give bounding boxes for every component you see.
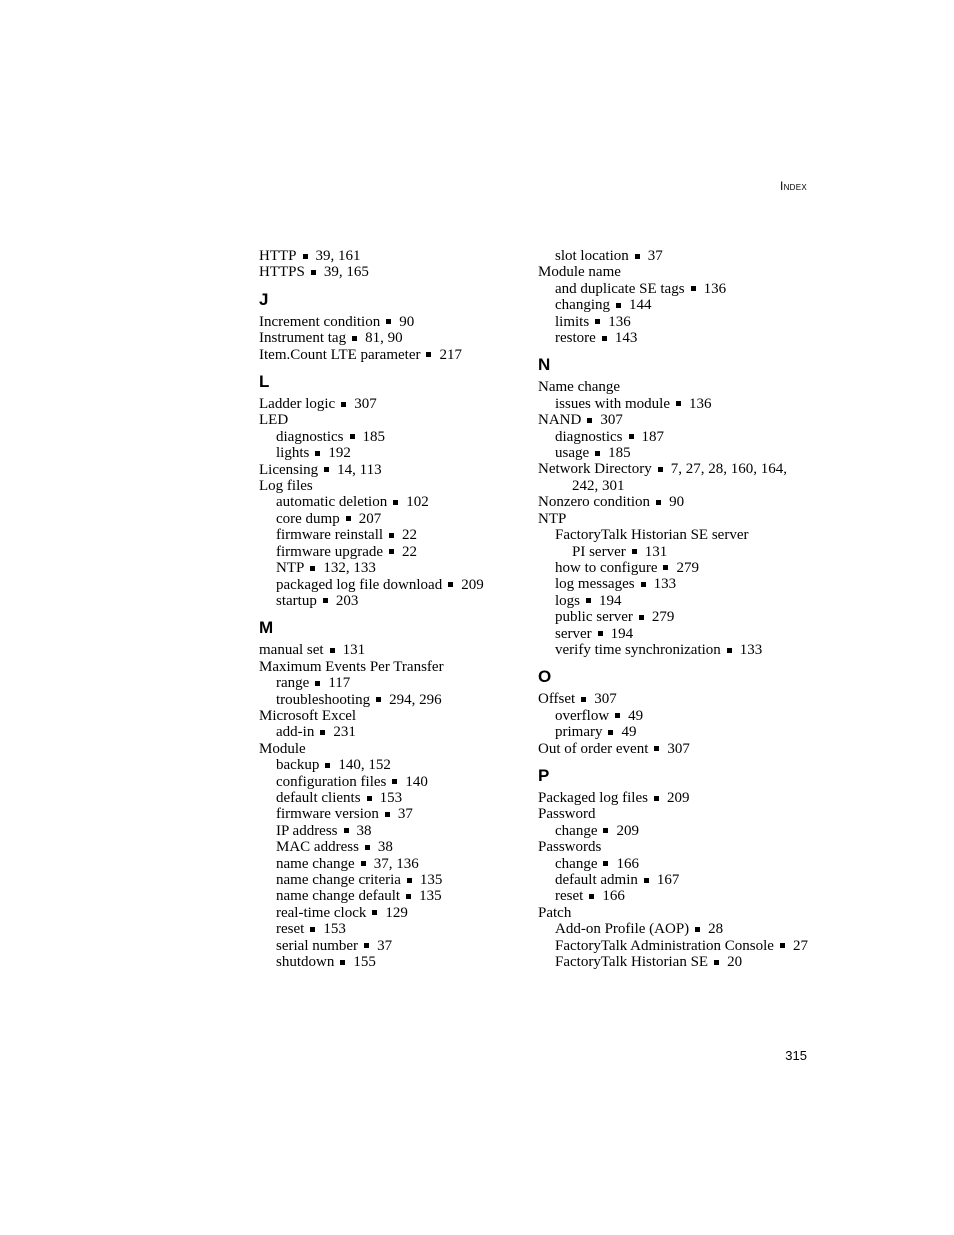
index-term: how to configure bbox=[555, 559, 658, 576]
index-term: name change bbox=[276, 855, 355, 872]
page-number: 315 bbox=[785, 1048, 807, 1063]
index-term: configuration files bbox=[276, 773, 387, 790]
index-page-refs: 38 bbox=[356, 822, 372, 839]
index-term: name change default bbox=[276, 888, 401, 905]
index-entry bbox=[538, 642, 818, 658]
bullet-separator-icon bbox=[310, 566, 315, 571]
index-term: log messages bbox=[555, 576, 635, 593]
bullet-separator-icon bbox=[392, 779, 397, 784]
index-page-refs: 209 bbox=[616, 822, 639, 839]
index-entry bbox=[259, 527, 519, 543]
index-entry bbox=[538, 527, 818, 543]
index-term: Log files bbox=[259, 478, 313, 495]
bullet-separator-icon bbox=[406, 894, 411, 899]
index-letter-heading: M bbox=[259, 618, 274, 638]
index-letter-heading: P bbox=[538, 765, 550, 785]
index-entry bbox=[538, 314, 818, 330]
index-term: manual set bbox=[259, 642, 324, 659]
index-entry bbox=[538, 626, 818, 642]
bullet-separator-icon bbox=[315, 681, 320, 686]
index-page-refs: 49 bbox=[621, 724, 637, 741]
index-entry bbox=[259, 741, 519, 757]
index-term: slot location bbox=[555, 248, 629, 264]
index-page-refs: 133 bbox=[739, 641, 763, 658]
bullet-separator-icon bbox=[448, 582, 453, 587]
index-term: troubleshooting bbox=[276, 691, 371, 708]
index-term: Ladder logic bbox=[259, 396, 336, 413]
bullet-separator-icon bbox=[426, 352, 431, 357]
index-term: FactoryTalk Historian SE bbox=[555, 954, 709, 971]
bullet-separator-icon bbox=[376, 697, 381, 702]
bullet-separator-icon bbox=[629, 434, 634, 439]
index-entry bbox=[259, 872, 519, 888]
bullet-separator-icon bbox=[641, 582, 646, 587]
index-term: packaged log file download bbox=[276, 576, 443, 593]
bullet-separator-icon bbox=[654, 796, 659, 801]
index-letter-heading: L bbox=[259, 372, 270, 392]
bullet-separator-icon bbox=[691, 286, 696, 291]
index-term: verify time synchronization bbox=[555, 641, 721, 658]
index-term: usage bbox=[555, 445, 590, 462]
bullet-separator-icon bbox=[663, 565, 668, 570]
index-page-refs: 135 bbox=[419, 888, 442, 905]
bullet-separator-icon bbox=[714, 960, 719, 965]
index-term: PI server bbox=[572, 543, 626, 560]
index-page-refs: 22 bbox=[402, 527, 418, 544]
index-entry bbox=[259, 806, 519, 822]
index-entry bbox=[259, 462, 519, 478]
index-entry bbox=[259, 396, 519, 412]
index-page-refs: 131 bbox=[644, 543, 668, 560]
bullet-separator-icon bbox=[603, 861, 608, 866]
index-page-refs: 185 bbox=[362, 428, 385, 445]
bullet-separator-icon bbox=[320, 730, 325, 735]
index-entry bbox=[538, 379, 818, 395]
index-term: NTP bbox=[538, 510, 567, 527]
index-entry bbox=[538, 823, 818, 839]
index-term: range bbox=[276, 675, 310, 692]
index-entry bbox=[259, 856, 519, 872]
index-term: firmware version bbox=[276, 806, 379, 823]
index-entry bbox=[259, 445, 519, 461]
index-entry bbox=[538, 708, 818, 724]
bullet-separator-icon bbox=[330, 648, 335, 653]
index-page-refs: 20 bbox=[727, 954, 743, 971]
index-term: Password bbox=[538, 806, 596, 823]
index-page-refs: 39, 165 bbox=[323, 264, 369, 281]
index-page-refs: 38 bbox=[377, 839, 393, 856]
index-entry bbox=[259, 642, 519, 658]
index-page-refs: 209 bbox=[666, 789, 690, 806]
bullet-separator-icon bbox=[656, 500, 661, 505]
index-page-refs: 132, 133 bbox=[323, 560, 376, 577]
index-page-refs: 90 bbox=[399, 313, 415, 330]
index-term: Increment condition bbox=[259, 313, 381, 330]
index-page-refs: 166 bbox=[602, 888, 625, 905]
index-entry bbox=[538, 921, 818, 937]
index-entry bbox=[259, 692, 519, 708]
index-term: diagnostics bbox=[555, 428, 623, 445]
index-page-refs: 192 bbox=[328, 445, 351, 462]
index-term: change bbox=[555, 855, 598, 872]
bullet-separator-icon bbox=[367, 796, 372, 801]
index-term: overflow bbox=[555, 707, 610, 724]
bullet-separator-icon bbox=[632, 549, 637, 554]
index-term: LED bbox=[259, 412, 289, 429]
index-term: NTP bbox=[276, 560, 305, 577]
index-entry bbox=[259, 577, 519, 593]
index-term: Name change bbox=[538, 379, 621, 396]
index-entry bbox=[259, 560, 519, 576]
bullet-separator-icon bbox=[365, 845, 370, 850]
index-term: Add-on Profile (AOP) bbox=[555, 921, 690, 938]
bullet-separator-icon bbox=[581, 697, 586, 702]
index-entry bbox=[538, 576, 818, 592]
index-entry bbox=[538, 724, 818, 740]
index-term: default clients bbox=[276, 789, 361, 806]
index-page-refs: 136 bbox=[703, 280, 727, 297]
index-term: changing bbox=[555, 297, 610, 314]
index-letter-heading: N bbox=[538, 355, 551, 375]
index-entry bbox=[538, 806, 818, 822]
index-entry bbox=[259, 478, 519, 494]
index-page-refs: 307 bbox=[600, 412, 623, 429]
index-page-refs: 135 bbox=[419, 872, 443, 888]
index-entry bbox=[259, 494, 519, 510]
index-page-refs: 102 bbox=[406, 494, 429, 511]
index-term: real-time clock bbox=[276, 904, 367, 921]
index-term: restore bbox=[555, 330, 596, 347]
index-term: HTTP bbox=[259, 248, 297, 264]
index-term: default admin bbox=[555, 872, 638, 888]
bullet-separator-icon bbox=[407, 878, 412, 883]
bullet-separator-icon bbox=[346, 516, 351, 521]
index-term: add-in bbox=[276, 724, 315, 741]
bullet-separator-icon bbox=[616, 303, 621, 308]
index-term: Module bbox=[259, 740, 306, 757]
index-page-refs: 49 bbox=[628, 707, 644, 724]
bullet-separator-icon bbox=[386, 319, 391, 324]
index-entry bbox=[259, 347, 519, 363]
index-entry bbox=[538, 741, 818, 757]
index-term: name change criteria bbox=[276, 872, 401, 888]
bullet-separator-icon bbox=[303, 254, 308, 259]
index-page-refs: 294, 296 bbox=[389, 691, 442, 708]
index-entry bbox=[259, 314, 519, 330]
index-entry bbox=[259, 429, 519, 445]
bullet-separator-icon bbox=[311, 270, 316, 275]
index-entry bbox=[259, 330, 519, 346]
index-page-refs: 37 bbox=[397, 806, 413, 823]
index-entry bbox=[538, 248, 818, 264]
index-entry bbox=[538, 609, 818, 625]
index-term: backup bbox=[276, 757, 320, 774]
index-term: MAC address bbox=[276, 839, 359, 856]
index-entry bbox=[538, 445, 818, 461]
index-page-refs: 194 bbox=[599, 592, 622, 609]
index-page-refs: 307 bbox=[667, 740, 690, 757]
index-page-refs: 187 bbox=[641, 428, 664, 445]
index-entry bbox=[259, 905, 519, 921]
index-entry bbox=[259, 544, 519, 560]
index-page-refs: 37 bbox=[647, 248, 663, 264]
index-letter-heading: J bbox=[259, 289, 269, 309]
index-term: diagnostics bbox=[276, 428, 344, 445]
bullet-separator-icon bbox=[389, 533, 394, 538]
index-page-refs: 279 bbox=[651, 609, 675, 626]
bullet-separator-icon bbox=[654, 746, 659, 751]
index-entry bbox=[259, 839, 519, 855]
bullet-separator-icon bbox=[372, 910, 377, 915]
index-page-refs: 144 bbox=[628, 297, 652, 314]
bullet-separator-icon bbox=[602, 336, 607, 341]
index-term: Passwords bbox=[538, 839, 602, 856]
index-page-refs: 242, 301 bbox=[572, 477, 625, 494]
index-page-refs: 307 bbox=[354, 396, 377, 413]
index-entry bbox=[259, 774, 519, 790]
index-page-refs: 209 bbox=[461, 576, 484, 593]
index-term: issues with module bbox=[555, 395, 670, 412]
index-page-refs: 27 bbox=[792, 937, 808, 954]
index-term: Module name bbox=[538, 264, 621, 281]
index-page-refs: 194 bbox=[610, 625, 634, 642]
index-term: NAND bbox=[538, 412, 582, 429]
bullet-separator-icon bbox=[352, 336, 357, 341]
index-entry bbox=[538, 888, 818, 904]
index-entry bbox=[259, 659, 519, 675]
bullet-separator-icon bbox=[615, 713, 620, 718]
index-page-refs: 117 bbox=[328, 675, 351, 692]
bullet-separator-icon bbox=[595, 319, 600, 324]
index-page-refs: 81, 90 bbox=[365, 330, 403, 347]
index-page-refs: 166 bbox=[616, 855, 639, 872]
index-term: shutdown bbox=[276, 954, 335, 971]
index-entry bbox=[538, 494, 818, 510]
index-page-refs: 153 bbox=[379, 789, 403, 806]
index-entry bbox=[538, 905, 818, 921]
index-page-refs: 131 bbox=[342, 642, 366, 659]
index-entry bbox=[538, 461, 818, 477]
index-entry bbox=[259, 938, 519, 954]
index-page-refs: 14, 113 bbox=[337, 461, 382, 478]
index-page-refs: 90 bbox=[669, 494, 685, 511]
index-page-refs: 203 bbox=[335, 592, 359, 609]
index-entry bbox=[259, 888, 519, 904]
index-entry bbox=[538, 511, 818, 527]
bullet-separator-icon bbox=[676, 401, 681, 406]
index-term: lights bbox=[276, 445, 310, 462]
bullet-separator-icon bbox=[344, 828, 349, 833]
index-term: Nonzero condition bbox=[538, 494, 651, 511]
bullet-separator-icon bbox=[644, 878, 649, 883]
index-entry bbox=[259, 511, 519, 527]
index-entry bbox=[259, 757, 519, 773]
index-entry bbox=[259, 412, 519, 428]
index-page-refs: 185 bbox=[608, 445, 631, 462]
index-term: core dump bbox=[276, 510, 340, 527]
index-entry bbox=[259, 724, 519, 740]
bullet-separator-icon bbox=[323, 598, 328, 603]
index-term: limits bbox=[555, 313, 590, 330]
index-page-refs: 129 bbox=[385, 904, 408, 921]
bullet-separator-icon bbox=[341, 402, 346, 407]
index-entry bbox=[259, 248, 519, 264]
bullet-separator-icon bbox=[350, 434, 355, 439]
index-entry bbox=[259, 954, 519, 970]
bullet-separator-icon bbox=[393, 500, 398, 505]
bullet-separator-icon bbox=[315, 451, 320, 456]
index-entry bbox=[538, 691, 818, 707]
index-page-refs: 37, 136 bbox=[373, 855, 419, 872]
index-page-refs: 217 bbox=[439, 346, 462, 363]
index-entry bbox=[259, 823, 519, 839]
index-term: automatic deletion bbox=[276, 494, 388, 511]
index-term: FactoryTalk Historian SE server bbox=[555, 527, 749, 544]
index-entry bbox=[259, 593, 519, 609]
index-term: reset bbox=[555, 888, 584, 905]
index-page-refs: 133 bbox=[653, 576, 677, 593]
bullet-separator-icon bbox=[658, 467, 663, 472]
index-term: Offset bbox=[538, 691, 576, 708]
bullet-separator-icon bbox=[586, 598, 591, 603]
index-term: public server bbox=[555, 609, 633, 626]
index-entry bbox=[538, 264, 818, 280]
index-page-refs: 37 bbox=[377, 937, 393, 954]
bullet-separator-icon bbox=[325, 763, 330, 768]
index-term: and duplicate SE tags bbox=[555, 280, 685, 297]
index-page-refs: 231 bbox=[333, 724, 356, 741]
index-entry bbox=[538, 593, 818, 609]
bullet-separator-icon bbox=[780, 943, 785, 948]
running-header: Index bbox=[779, 179, 807, 193]
index-entry bbox=[259, 264, 519, 280]
index-term: primary bbox=[555, 724, 603, 741]
index-entry bbox=[538, 872, 818, 888]
bullet-separator-icon bbox=[324, 467, 329, 472]
index-page-refs: 39, 161 bbox=[315, 248, 361, 264]
index-entry bbox=[538, 412, 818, 428]
index-page-refs: 307 bbox=[594, 691, 617, 708]
index-page-refs: 153 bbox=[323, 921, 346, 938]
index-entry bbox=[538, 297, 818, 313]
index-entry bbox=[538, 429, 818, 445]
index-term: Microsoft Excel bbox=[259, 707, 357, 724]
bullet-separator-icon bbox=[385, 812, 390, 817]
index-term: startup bbox=[276, 592, 317, 609]
index-entry bbox=[538, 544, 818, 560]
bullet-separator-icon bbox=[389, 549, 394, 554]
index-term: change bbox=[555, 822, 598, 839]
bullet-separator-icon bbox=[310, 927, 315, 932]
index-page-refs: 140, 152 bbox=[338, 757, 391, 774]
index-term: FactoryTalk Administration Console bbox=[555, 937, 774, 954]
index-entry bbox=[538, 330, 818, 346]
index-term: HTTPS bbox=[259, 264, 305, 281]
index-page-refs: 155 bbox=[353, 954, 376, 971]
index-term: Patch bbox=[538, 904, 572, 921]
bullet-separator-icon bbox=[340, 960, 345, 965]
bullet-separator-icon bbox=[635, 254, 640, 259]
index-page-refs: 143 bbox=[614, 330, 638, 347]
index-page-refs: 136 bbox=[608, 313, 631, 330]
index-column-right bbox=[538, 248, 818, 970]
index-entry bbox=[538, 281, 818, 297]
index-term: Licensing bbox=[259, 461, 319, 478]
index-page-refs: 279 bbox=[676, 559, 699, 576]
index-page-refs: 140 bbox=[405, 773, 428, 790]
index-entry bbox=[538, 396, 818, 412]
index-term: IP address bbox=[276, 822, 338, 839]
bullet-separator-icon bbox=[595, 451, 600, 456]
bullet-separator-icon bbox=[364, 943, 369, 948]
index-entry bbox=[259, 790, 519, 806]
index-term: reset bbox=[276, 921, 305, 938]
index-page-refs: 7, 27, 28, 160, 164, bbox=[670, 461, 787, 478]
bullet-separator-icon bbox=[361, 861, 366, 866]
index-term: Item.Count LTE parameter bbox=[259, 346, 421, 363]
index-term: Out of order event bbox=[538, 740, 649, 757]
bullet-separator-icon bbox=[587, 418, 592, 423]
index-page-refs: 136 bbox=[689, 395, 712, 412]
index-entry bbox=[538, 954, 818, 970]
index-entry bbox=[538, 478, 818, 494]
bullet-separator-icon bbox=[598, 631, 603, 636]
bullet-separator-icon bbox=[589, 894, 594, 899]
index-page-refs: 22 bbox=[402, 543, 418, 560]
index-term: Packaged log files bbox=[538, 789, 648, 806]
bullet-separator-icon bbox=[727, 648, 732, 653]
bullet-separator-icon bbox=[603, 828, 608, 833]
bullet-separator-icon bbox=[608, 730, 613, 735]
index-page-refs: 207 bbox=[358, 510, 382, 527]
index-entry bbox=[538, 790, 818, 806]
index-entry bbox=[259, 921, 519, 937]
index-entry bbox=[259, 708, 519, 724]
bullet-separator-icon bbox=[639, 615, 644, 620]
index-term: firmware upgrade bbox=[276, 543, 384, 560]
index-term: server bbox=[555, 625, 592, 642]
index-page-refs: 167 bbox=[656, 872, 680, 888]
index-term: Instrument tag bbox=[259, 330, 347, 347]
bullet-separator-icon bbox=[695, 927, 700, 932]
index-letter-heading: O bbox=[538, 667, 552, 687]
index-entry bbox=[538, 938, 818, 954]
index-page-refs: 28 bbox=[708, 921, 724, 938]
index-term: serial number bbox=[276, 937, 359, 954]
index-entry bbox=[538, 839, 818, 855]
index-entry bbox=[538, 856, 818, 872]
index-column-left bbox=[259, 248, 519, 970]
index-term: Network Directory bbox=[538, 461, 652, 478]
index-term: Maximum Events Per Transfer bbox=[259, 658, 444, 675]
index-entry bbox=[538, 560, 818, 576]
index-term: logs bbox=[555, 592, 581, 609]
index-term: firmware reinstall bbox=[276, 527, 384, 544]
index-entry bbox=[259, 675, 519, 691]
